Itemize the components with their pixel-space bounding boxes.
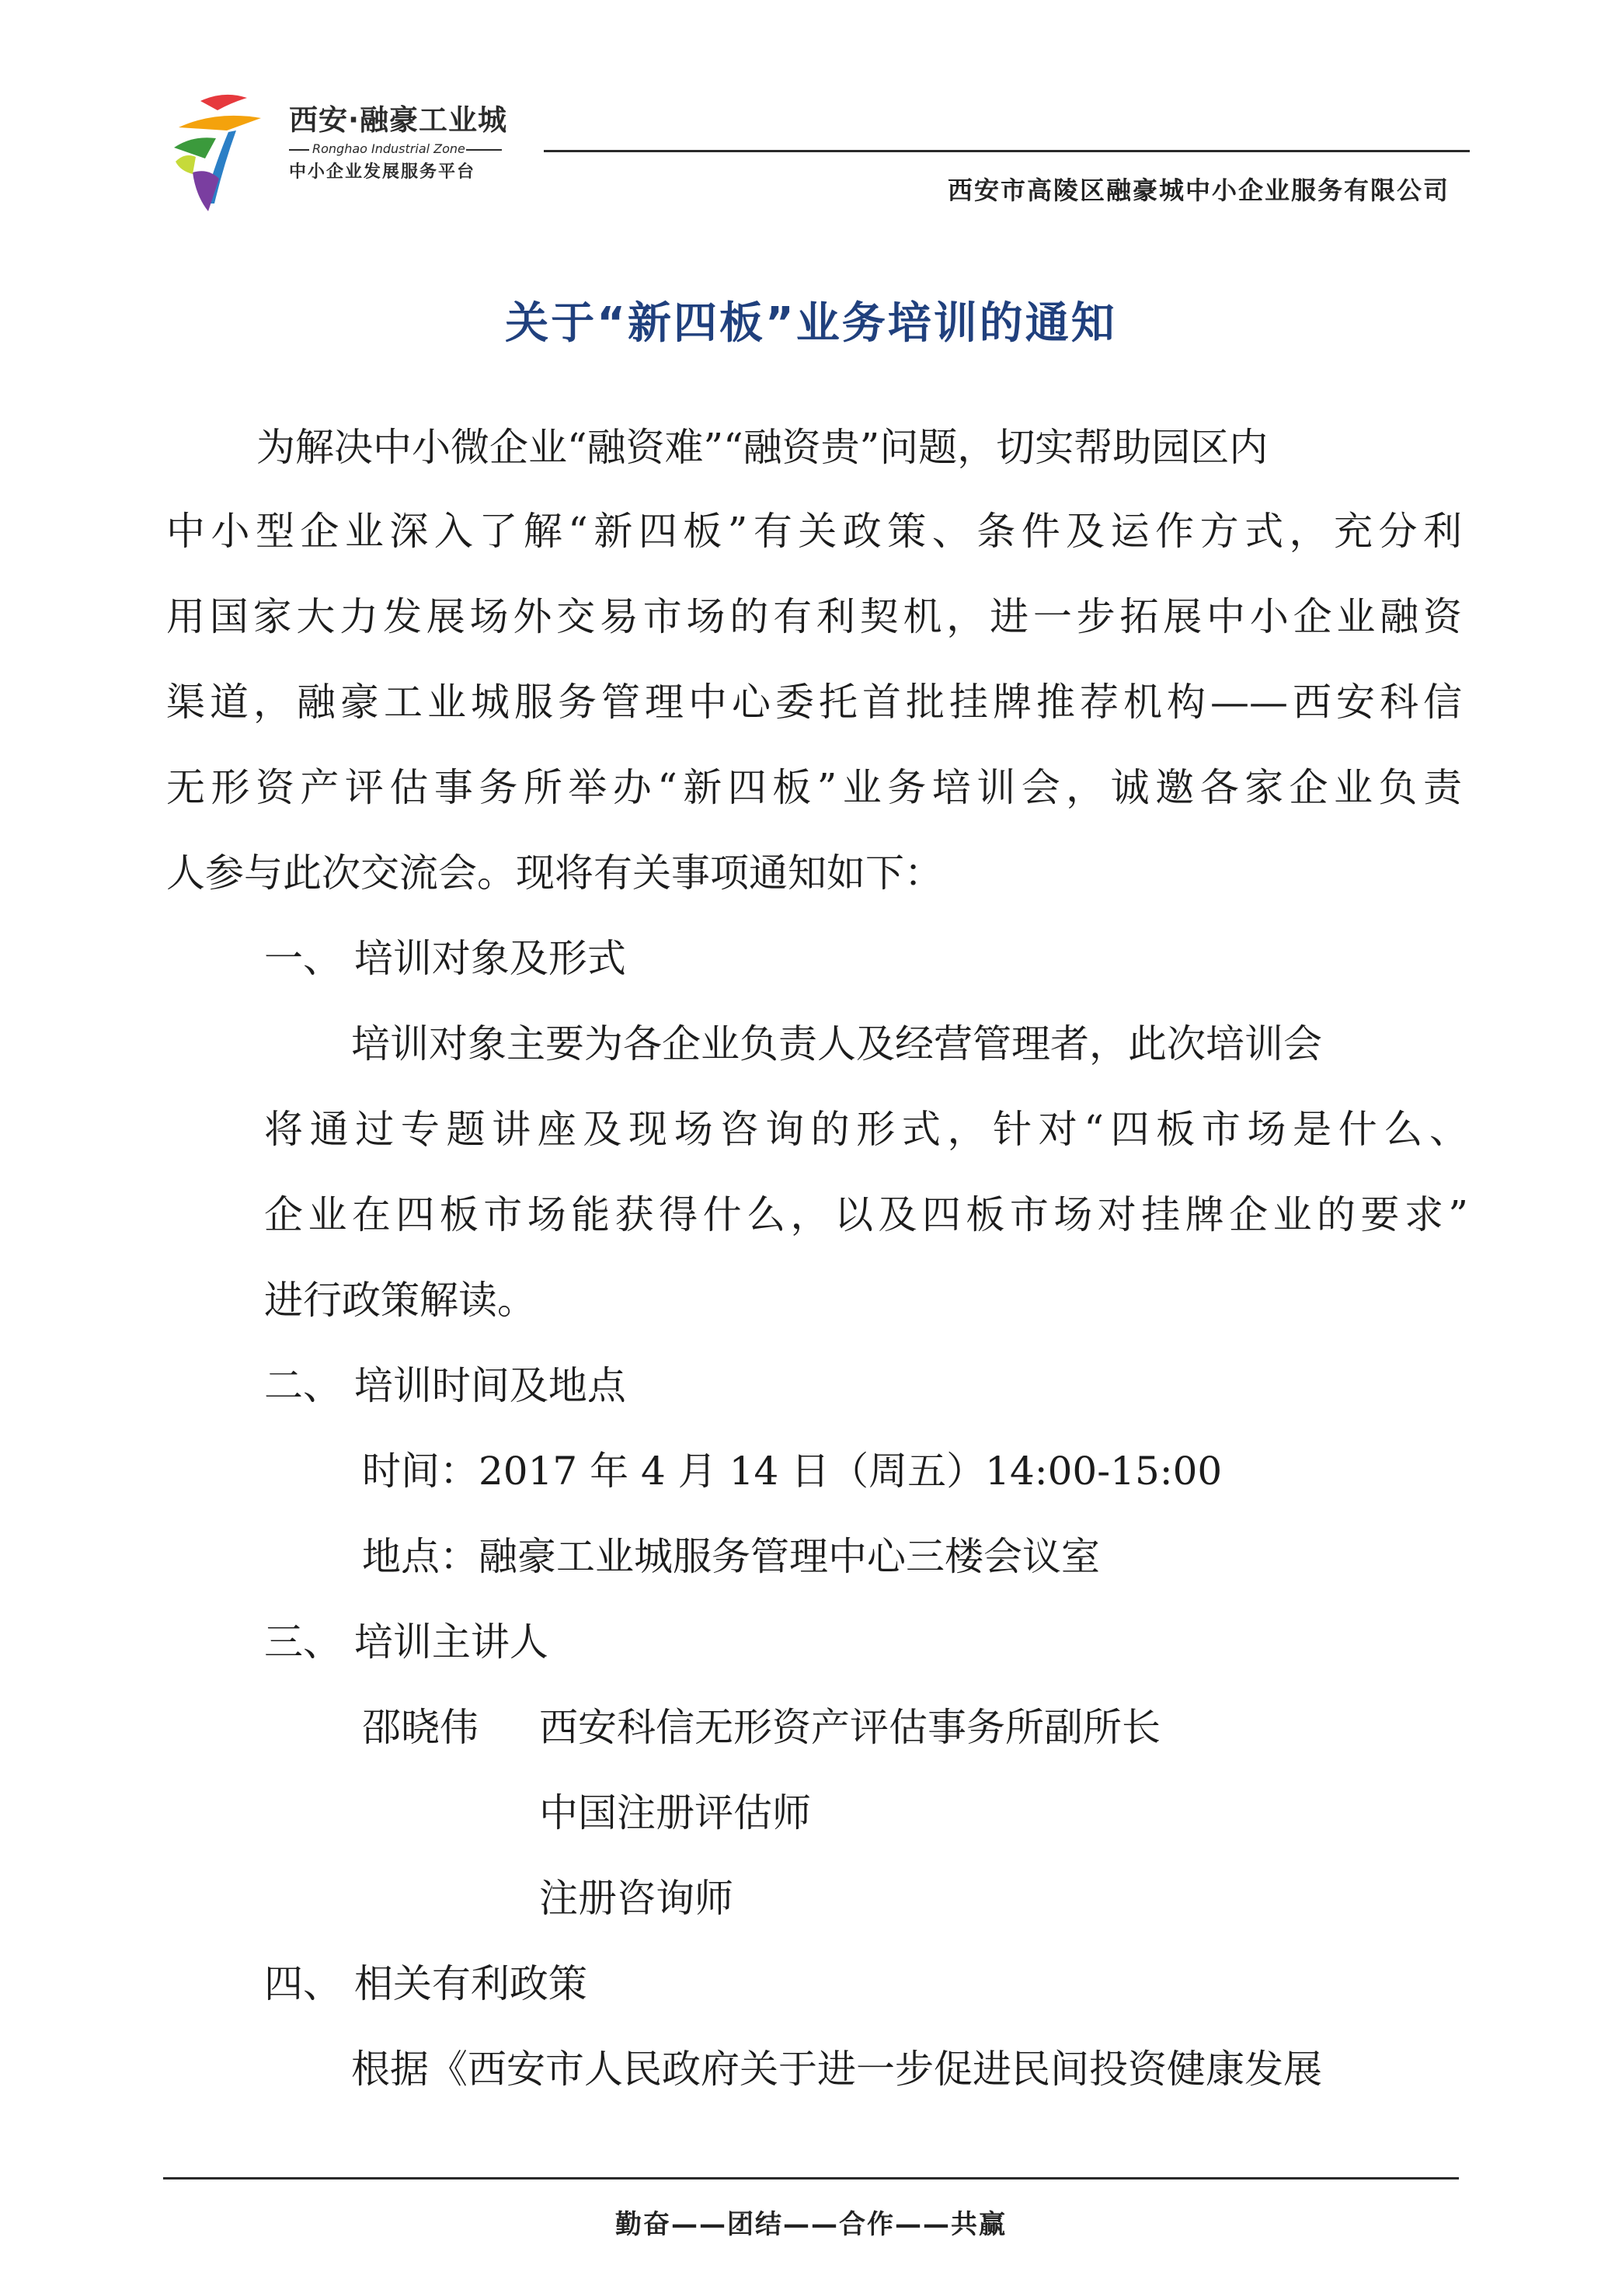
intro-line-2: 中小型企业深入了解“新四板”有关政策、条件及运作方式，充分利: [166, 509, 1462, 554]
section-1-heading: 一、 培训对象及形式: [264, 936, 626, 981]
footer-motto: 勤奋——团结——合作——共赢: [615, 2209, 1007, 2240]
speaker-title-3: 注册咨询师: [539, 1876, 733, 1921]
intro-line-4: 渠道，融豪工业城服务管理中心委托首批挂牌推荐机构——西安科信: [166, 680, 1462, 725]
footer-divider: [163, 2177, 1459, 2179]
brand-subtitle: Ronghao Industrial Zone: [289, 141, 569, 157]
ronghao-logo-icon: [169, 87, 270, 223]
company-name: 西安市高陵区融豪城中小企业服务有限公司: [947, 176, 1450, 205]
training-time: 时间：2017 年 4 月 14 日（周五）14:00-15:00: [362, 1449, 1223, 1494]
notice-title: 关于“新四板”业务培训的通知: [505, 298, 1117, 349]
intro-line-5: 无形资产评估事务所举办“新四板”业务培训会，诚邀各家企业负责: [166, 765, 1462, 810]
section-1-line-2: 将通过专题讲座及现场咨询的形式，针对“四板市场是什么、: [264, 1107, 1468, 1152]
brand-block: [289, 103, 569, 183]
speaker-title-2: 中国注册评估师: [539, 1790, 811, 1835]
brand-name: 西安·融豪工业城: [289, 103, 508, 137]
section-3-heading: 三、 培训主讲人: [264, 1619, 548, 1665]
speaker-title-1: 西安科信无形资产评估事务所副所长: [539, 1705, 1161, 1750]
intro-line-1: 为解决中小微企业“融资难”“融资贵”问题，切实帮助园区内: [256, 425, 1269, 470]
intro-line-3: 用国家大力发展场外交易市场的有利契机，进一步拓展中小企业融资: [166, 594, 1462, 639]
intro-line-6: 人参与此次交流会。现将有关事项通知如下：: [166, 851, 943, 896]
brand-tagline: 中小企业发展服务平台: [289, 162, 476, 182]
speaker-name: 邵晓伟: [362, 1705, 479, 1750]
section-1-line-1: 培训对象主要为各企业负责人及经营管理者，此次培训会: [351, 1021, 1322, 1066]
section-2-heading: 二、 培训时间及地点: [264, 1363, 626, 1408]
section-4-heading: 四、 相关有利政策: [264, 1961, 587, 2006]
section-1-line-3: 企业在四板市场能获得什么，以及四板市场对挂牌企业的要求”: [264, 1192, 1468, 1237]
section-1-line-4: 进行政策解读。: [264, 1278, 536, 1323]
section-4-line-1: 根据《西安市人民政府关于进一步促进民间投资健康发展: [351, 2047, 1322, 2092]
header-divider: [544, 150, 1470, 152]
training-place: 地点：融豪工业城服务管理中心三楼会议室: [362, 1534, 1100, 1579]
